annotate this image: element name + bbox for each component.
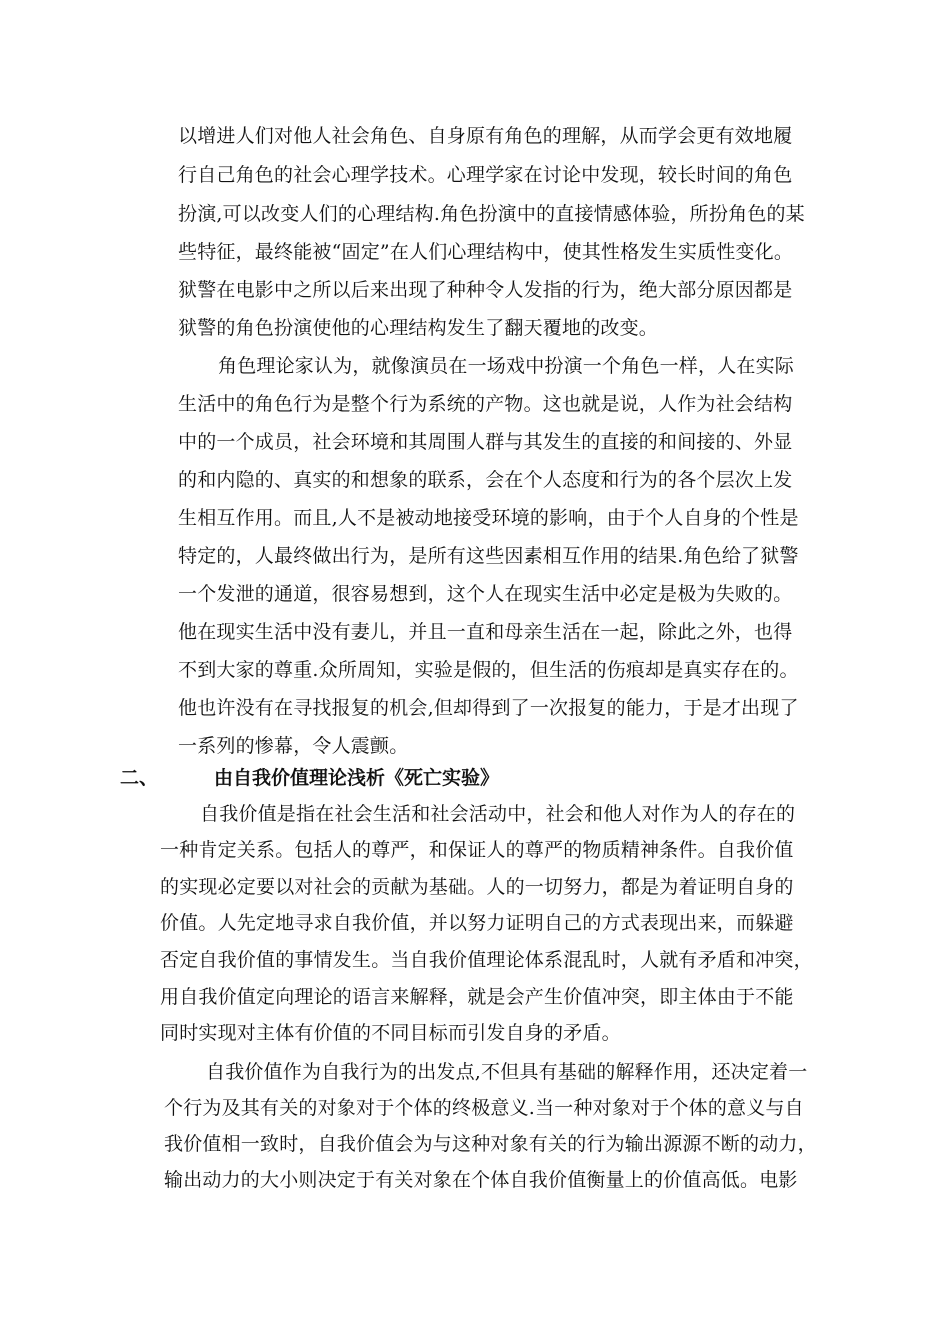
p4-line: 我价值相一致时，自我价值会为与这种对象有关的行为输出源源不断的动力， (164, 1133, 817, 1155)
p2-line: 角色理论家认为，就像演员在一场戏中扮演一个角色一样，人在实际 (218, 355, 795, 377)
p2-line: 生相互作用。而且,人不是被动地接受环境的影响，由于个人自身的个性是 (178, 507, 799, 529)
p1-line: 些特征，最终能被“固定”在人们心理结构中，使其性格发生实质性变化。 (178, 241, 794, 263)
p2-line: 他也许没有在寻找报复的机会,但却得到了一次报复的能力，于是才出现了 (178, 697, 799, 719)
p1-line: 行自己角色的社会心理学技术。心理学家在讨论中发现，较长时间的角色 (178, 164, 793, 186)
p1-line: 狱警的角色扮演使他的心理结构发生了翻天覆地的改变。 (178, 317, 659, 339)
section-title: 由自我价值理论浅析《死亡实验》 (214, 767, 500, 789)
p1-line: 以增进人们对他人社会角色、自身原有角色的理解，从而学会更有效地履 (178, 125, 793, 147)
p3-line: 一种肯定关系。包括人的尊严，和保证人的尊严的物质精神条件。自我价值 (160, 839, 794, 861)
section-number: 二、 (120, 767, 159, 789)
p3-line: 同时实现对主体有价值的不同目标而引发自身的矛盾。 (160, 1022, 621, 1044)
p3-line: 用自我价值定向理论的语言来解释，就是会产生价值冲突，即主体由于不能 (160, 986, 794, 1008)
p2-line: 中的一个成员，社会环境和其周围人群与其发生的直接的和间接的、外显 (178, 431, 793, 453)
p2-line: 特定的，人最终做出行为，是所有这些因素相互作用的结果.角色给了狱警 (178, 545, 799, 567)
p4-line: 个行为及其有关的对象对于个体的终极意义.当一种对象对于个体的意义与自 (164, 1097, 804, 1119)
p4-line: 自我价值作为自我行为的出发点,不但具有基础的解释作用，还决定着一 (206, 1061, 808, 1083)
p2-line: 一系列的惨幕，令人震颤。 (178, 735, 409, 757)
p2-line: 不到大家的尊重.众所周知，实验是假的，但生活的伤痕却是真实存在的。 (178, 659, 799, 681)
p3-line: 的实现必定要以对社会的贡献为基础。人的一切努力，都是为着证明自身的 (160, 876, 794, 898)
p3-line: 否定自我价值的事情发生。当自我价值理论体系混乱时，人就有矛盾和冲突， (160, 949, 813, 971)
p3-line: 自我价值是指在社会生活和社会活动中，社会和他人对作为人的存在的 (200, 803, 796, 825)
p2-line: 一个发泄的通道，很容易想到，这个人在现实生活中必定是极为失败的。 (178, 583, 793, 605)
p3-line: 价值。人先定地寻求自我价值，并以努力证明自己的方式表现出来，而躲避 (160, 912, 794, 934)
p2-line: 生活中的角色行为是整个行为系统的产物。这也就是说，人作为社会结构 (178, 393, 793, 415)
p2-line: 他在现实生活中没有妻儿，并且一直和母亲生活在一起，除此之外，也得 (178, 621, 793, 643)
p1-line: 狱警在电影中之所以后来出现了种种令人发指的行为，绝大部分原因都是 (178, 279, 793, 301)
p1-line: 扮演,可以改变人们的心理结构.角色扮演中的直接情感体验，所扮角色的某 (178, 203, 805, 225)
p2-line: 的和内隐的、真实的和想象的联系，会在个人态度和行为的各个层次上发 (178, 469, 793, 491)
p4-line: 输出动力的大小则决定于有关对象在个体自我价值衡量上的价值高低。电影 (164, 1169, 798, 1191)
